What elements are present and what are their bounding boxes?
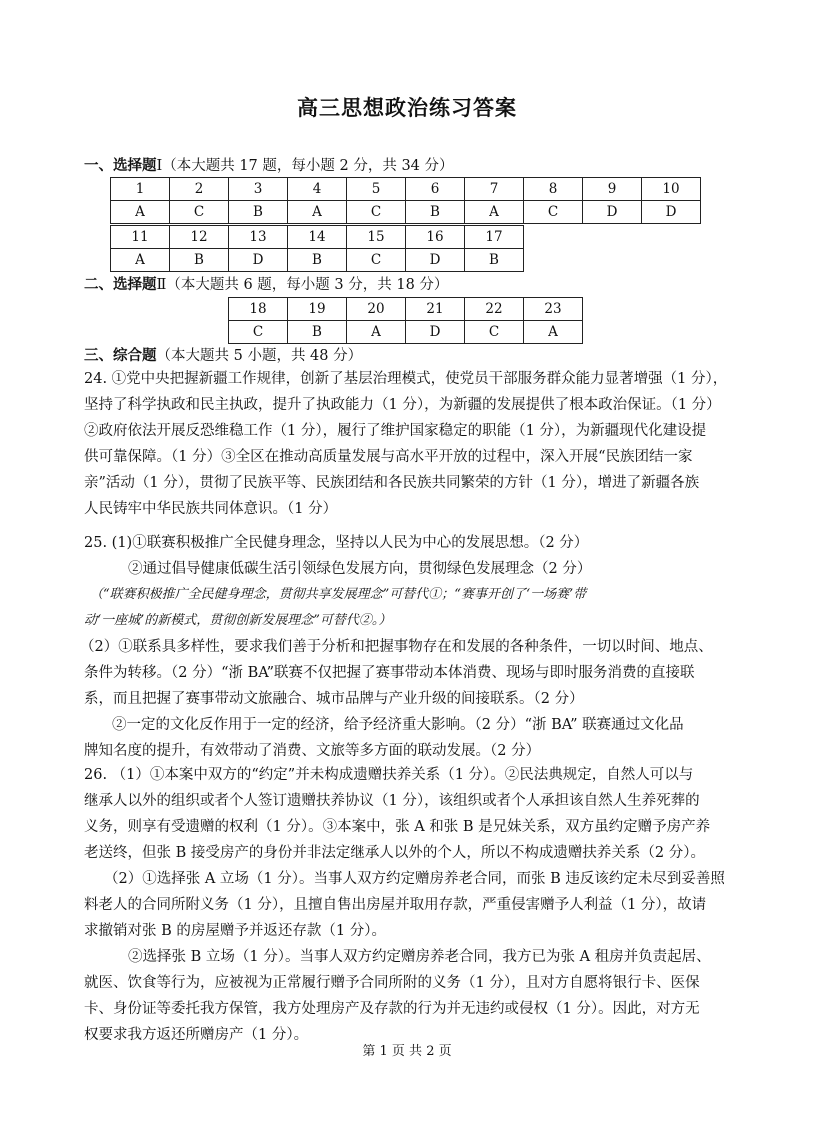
table-cell: 7	[465, 178, 524, 201]
table-cell: B	[229, 201, 288, 224]
table-cell: B	[465, 249, 524, 272]
answer-line: 人民铸牢中华民族共同体意识。（1 分）	[84, 501, 338, 517]
section3-label: 三、综合题	[84, 347, 157, 364]
table-cell: B	[288, 321, 347, 344]
table-cell: 11	[111, 226, 170, 249]
table-cell: C	[347, 201, 406, 224]
table-cell: C	[347, 249, 406, 272]
table-cell: A	[288, 201, 347, 224]
answer-line: 老送终，但张 B 接受房产的身份并非法定继承人以外的个人，所以不构成遗赠扶养关系（2 分）。	[84, 845, 705, 861]
section2-table	[228, 297, 583, 344]
section2-desc: Ⅱ（本大题共 6 题，每小题 3 分，共 18 分）	[156, 277, 449, 293]
table-cell: 19	[288, 298, 347, 321]
answer-line: 系，而且把握了赛事带动文旅融合、城市品牌与产业升级的间接联系。（2 分）	[84, 691, 584, 707]
section2-heading	[84, 275, 448, 295]
section2-label: 二、选择题	[84, 276, 157, 293]
answer-line: 就医、饮食等行为，应被视为正常履行赠予合同所附的义务（1 分），且对方自愿将银行卡、医保	[84, 975, 700, 991]
question-26-answer	[84, 762, 734, 1048]
table-cell: D	[583, 201, 642, 224]
answer-line: 亲”活动（1 分），贯彻了民族平等、民族团结和各民族共同繁荣的方针（1 分），增进了新疆各族	[84, 475, 700, 491]
table-cell: A	[111, 249, 170, 272]
table-row	[111, 201, 701, 224]
table-cell: 20	[347, 298, 406, 321]
page-title: 高三思想政治练习答案	[297, 95, 517, 120]
table-cell: A	[465, 201, 524, 224]
table-cell: D	[642, 201, 701, 224]
answer-line: ②一定的文化反作用于一定的经济，给予经济重大影响。（2 分）“浙 BA” 联赛通过文化品	[112, 717, 684, 733]
answer-line: 供可靠保障。（1 分）③全区在推动高质量发展与高水平开放的过程中，深入开展“民族团结一家	[84, 449, 693, 465]
table-cell: 4	[288, 178, 347, 201]
section1-desc: Ⅰ（本大题共 17 题，每小题 2 分，共 34 分）	[156, 158, 454, 174]
question-25-answer	[80, 530, 734, 764]
answer-line: 求撤销对张 B 的房屋赠予并返还存款（1 分）。	[84, 923, 386, 939]
table-row	[229, 298, 583, 321]
page-footer: 第 1 页 共 2 页	[362, 1044, 452, 1059]
table-cell: D	[406, 249, 465, 272]
question-24-answer	[84, 366, 734, 522]
table-cell: 3	[229, 178, 288, 201]
answer-line: 条件为转移。（2 分）“浙 BA”联赛不仅把握了赛事带动本体消费、现场与即时服务消费的直接联	[84, 665, 695, 681]
answer-line: 25. (1)①联赛积极推广全民健身理念，坚持以人民为中心的发展思想。（2 分）	[84, 535, 589, 551]
answer-note: （“联赛积极推广全民健身理念，贯彻共享发展理念”可替代①；“赛事开创了‘一场赛’带	[90, 587, 587, 602]
table-cell: B	[406, 201, 465, 224]
table-cell: 10	[642, 178, 701, 201]
table-cell: 5	[347, 178, 406, 201]
table-cell: 14	[288, 226, 347, 249]
table-cell: 9	[583, 178, 642, 201]
answer-line: 权要求我方返还所赠房产（1 分）。	[84, 1027, 309, 1043]
table-cell: 6	[406, 178, 465, 201]
table-row	[111, 249, 524, 272]
answer-line: ②政府依法开展反恐维稳工作（1 分），履行了维护国家稳定的职能（1 分），为新疆现代化建设提	[84, 423, 707, 439]
section3-desc: （本大题共 5 小题，共 48 分）	[156, 348, 363, 364]
table-cell: A	[111, 201, 170, 224]
table-cell: C	[524, 201, 583, 224]
table-cell: 16	[406, 226, 465, 249]
section1-label: 一、选择题	[84, 157, 157, 174]
table-row	[229, 321, 583, 344]
section1-table-a	[110, 177, 701, 224]
answer-line: 继承人以外的组织或者个人签订遗赠扶养协议（1 分），该组织或者个人承担该自然人生养死葬的	[84, 793, 700, 809]
table-cell: 1	[111, 178, 170, 201]
table-cell: 18	[229, 298, 288, 321]
table-row	[111, 226, 524, 249]
answer-line: 26. （1）①本案中双方的“约定”并未构成遗赠扶养关系（1 分）。②民法典规定，自然人可以与	[84, 767, 694, 783]
answer-line: 料老人的合同所附义务（1 分），且擅自售出房屋并取用存款，严重侵害赠予人利益（1 分），故请	[84, 897, 707, 913]
table-cell: C	[170, 201, 229, 224]
table-cell: A	[524, 321, 583, 344]
table-cell: D	[229, 249, 288, 272]
table-cell: C	[229, 321, 288, 344]
table-row	[111, 178, 701, 201]
section3-heading	[84, 346, 362, 366]
table-cell: B	[170, 249, 229, 272]
answer-line: （2）①联系具多样性，要求我们善于分析和把握事物存在和发展的各种条件，一切以时间、地点、	[80, 639, 713, 655]
answer-line: 义务，则享有受遗赠的权利（1 分）。③本案中，张 A 和张 B 是兄妹关系，双方虽约定赠予房产养	[84, 819, 711, 835]
table-cell: 22	[465, 298, 524, 321]
table-cell: A	[347, 321, 406, 344]
section1-heading	[84, 156, 454, 176]
table-cell: 12	[170, 226, 229, 249]
answer-line: 卡、身份证等委托我方保管，我方处理房产及存款的行为并无违约或侵权（1 分）。因此，对方无	[84, 1001, 700, 1017]
table-cell: 2	[170, 178, 229, 201]
table-cell: 17	[465, 226, 524, 249]
table-cell: 15	[347, 226, 406, 249]
table-cell: 23	[524, 298, 583, 321]
table-cell: 13	[229, 226, 288, 249]
table-cell: 21	[406, 298, 465, 321]
table-cell: B	[288, 249, 347, 272]
section1-table-b	[110, 225, 524, 272]
answer-line: ②通过倡导健康低碳生活引领绿色发展方向，贯彻绿色发展理念（2 分）	[128, 561, 592, 577]
answer-line: ②选择张 B 立场（1 分）。当事人双方约定赠房养老合同，我方已为张 A 租房并负责起居、	[128, 949, 711, 965]
answer-line: 24. ①党中央把握新疆工作规律，创新了基层治理模式，使党员干部服务群众能力显著增强（1 分），	[84, 371, 728, 387]
table-cell: C	[465, 321, 524, 344]
answer-note: 动‘一座城’的新模式，贯彻创新发展理念”可替代②。）	[84, 613, 392, 628]
table-cell: 8	[524, 178, 583, 201]
answer-line: 牌知名度的提升，有效带动了消费、文旅等多方面的联动发展。（2 分）	[84, 743, 541, 759]
answer-line: （2）①选择张 A 立场（1 分）。当事人双方约定赠房养老合同，而张 B 违反该约定未尽到妥善照	[104, 871, 725, 887]
answer-line: 坚持了科学执政和民主执政，提升了执政能力（1 分），为新疆的发展提供了根本政治保证。（1 分）	[84, 397, 721, 413]
table-cell: D	[406, 321, 465, 344]
